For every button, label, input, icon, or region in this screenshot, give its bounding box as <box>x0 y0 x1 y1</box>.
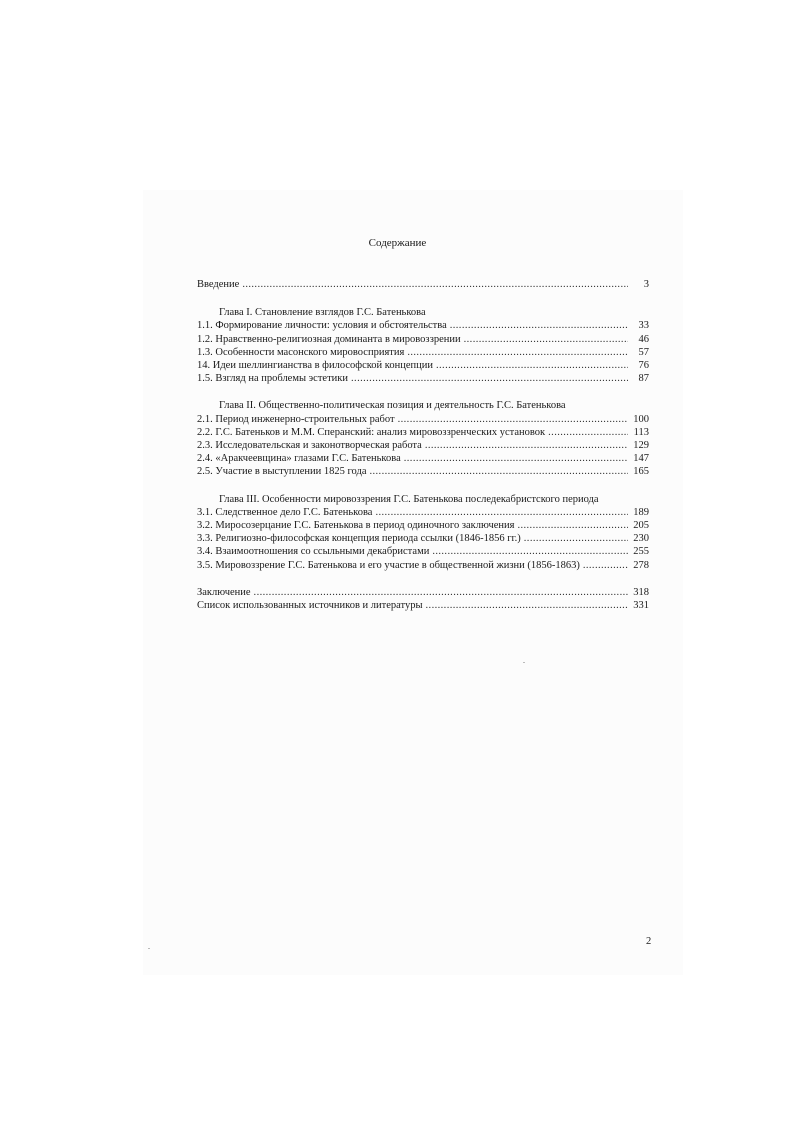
leader-dots <box>375 506 628 519</box>
toc-entry <box>197 465 649 478</box>
toc-entry-label: 14. Идеи шеллингианства в философской концепции <box>197 360 433 372</box>
toc-entry-label: Список использованных источников и литературы <box>197 600 423 612</box>
toc-entry-label: Введение <box>197 279 240 290</box>
toc-entry <box>197 426 649 439</box>
toc-entry-label: 3.2. Миросозерцание Г.С. Батенькова в период одиночного заключения <box>197 520 515 532</box>
toc-entry-label: 2.4. «Аракчеевщина» глазами Г.С. Батенькова <box>197 453 401 465</box>
leader-dots <box>464 333 628 346</box>
toc-entry <box>197 359 649 372</box>
toc-entry-page: 3 <box>643 279 649 290</box>
leader-dots <box>242 278 628 291</box>
toc-entry <box>197 506 649 519</box>
toc-entry <box>197 439 649 452</box>
leader-dots <box>426 599 628 612</box>
toc-entry-label: 2.1. Период инженерно-строительных работ <box>197 413 395 425</box>
toc-entry <box>197 519 649 532</box>
toc-entry-page: 46 <box>638 333 649 345</box>
toc-entry <box>197 413 649 426</box>
toc-entry <box>197 319 649 332</box>
scan-speck <box>523 662 525 663</box>
toc-entry-page: 255 <box>633 546 649 558</box>
toc-entry-intro <box>197 278 649 291</box>
leader-dots <box>432 545 628 558</box>
leader-dots <box>450 319 628 332</box>
toc-entry-page: 230 <box>633 533 649 545</box>
leader-dots <box>398 413 628 426</box>
leader-dots <box>351 372 628 385</box>
leader-dots <box>436 359 628 372</box>
toc-entry-label: 2.3. Исследовательская и законотворческая работа <box>197 440 422 452</box>
toc-entry-page: 165 <box>633 466 649 478</box>
toc-entry-label: 3.3. Религиозно-философская концепция периода ссылки (1846-1856 гг.) <box>197 533 521 545</box>
toc-entry-bibliography <box>197 599 649 612</box>
toc-entry-page: 205 <box>633 520 649 532</box>
toc-entry-page: 147 <box>633 453 649 465</box>
leader-dots <box>524 532 628 545</box>
leader-dots <box>404 452 628 465</box>
toc-entry <box>197 559 649 572</box>
toc-entry-page: 129 <box>633 440 649 452</box>
leader-dots <box>548 426 628 439</box>
toc-entry <box>197 452 649 465</box>
toc-entry <box>197 333 649 346</box>
page-number: 2 <box>646 936 652 947</box>
leader-dots <box>407 346 628 359</box>
toc-entry-page: 278 <box>633 559 649 571</box>
toc-entry-page: 57 <box>638 346 649 358</box>
toc-entry-label: 3.5. Мировоззрение Г.С. Батенькова и его участие в общественной жизни (1856-1863) <box>197 559 580 571</box>
toc-entry-page: 100 <box>633 413 649 425</box>
toc-entry-label: 1.5. Взгляд на проблемы эстетики <box>197 373 349 385</box>
leader-dots <box>254 586 628 599</box>
leader-dots <box>369 465 628 478</box>
chapter-heading-3: Глава III. Особенности мировоззрения Г.С. Батенькова последекабристского периода <box>219 493 599 505</box>
toc-entry-label: 1.3. Особенности масонского мировосприятия <box>197 346 405 358</box>
toc-entry-page: 189 <box>633 506 649 518</box>
scan-speck <box>148 948 150 949</box>
chapter-heading-2: Глава II. Общественно-политическая позиция и деятельность Г.С. Батенькова <box>219 400 566 412</box>
toc-entry-label: Заключение <box>197 586 251 598</box>
toc-entry-page: 87 <box>638 373 649 385</box>
page-title: Содержание <box>368 237 427 249</box>
toc-entry <box>197 545 649 558</box>
toc-entry-label: 1.2. Нравственно-религиозная доминанта в мировоззрении <box>197 333 461 345</box>
table-of-contents <box>197 278 649 612</box>
toc-entry-label: 1.1. Формирование личности: условия и обстоятельства <box>197 320 447 332</box>
leader-dots <box>517 519 628 532</box>
toc-entry-label: 2.5. Участие в выступлении 1825 года <box>197 466 367 478</box>
toc-entry-page: 318 <box>633 586 649 598</box>
toc-entry <box>197 346 649 359</box>
toc-entry-page: 76 <box>638 360 649 372</box>
toc-entry-label: 3.1. Следственное дело Г.С. Батенькова <box>197 506 373 518</box>
toc-entry <box>197 532 649 545</box>
toc-entry-page: 33 <box>638 320 649 332</box>
leader-dots <box>583 559 628 572</box>
toc-entry-page: 113 <box>633 426 649 438</box>
toc-entry-conclusion <box>197 586 649 599</box>
leader-dots <box>425 439 628 452</box>
toc-entry-page: 331 <box>633 600 649 612</box>
toc-entry-label: 3.4. Взаимоотношения со ссыльными декабристами <box>197 546 430 558</box>
chapter-heading-1: Глава I. Становление взглядов Г.С. Батенькова <box>219 307 426 319</box>
toc-entry-label: 2.2. Г.С. Батеньков и М.М. Сперанский: анализ мировоззренческих установок <box>197 426 546 438</box>
toc-entry <box>197 372 649 385</box>
